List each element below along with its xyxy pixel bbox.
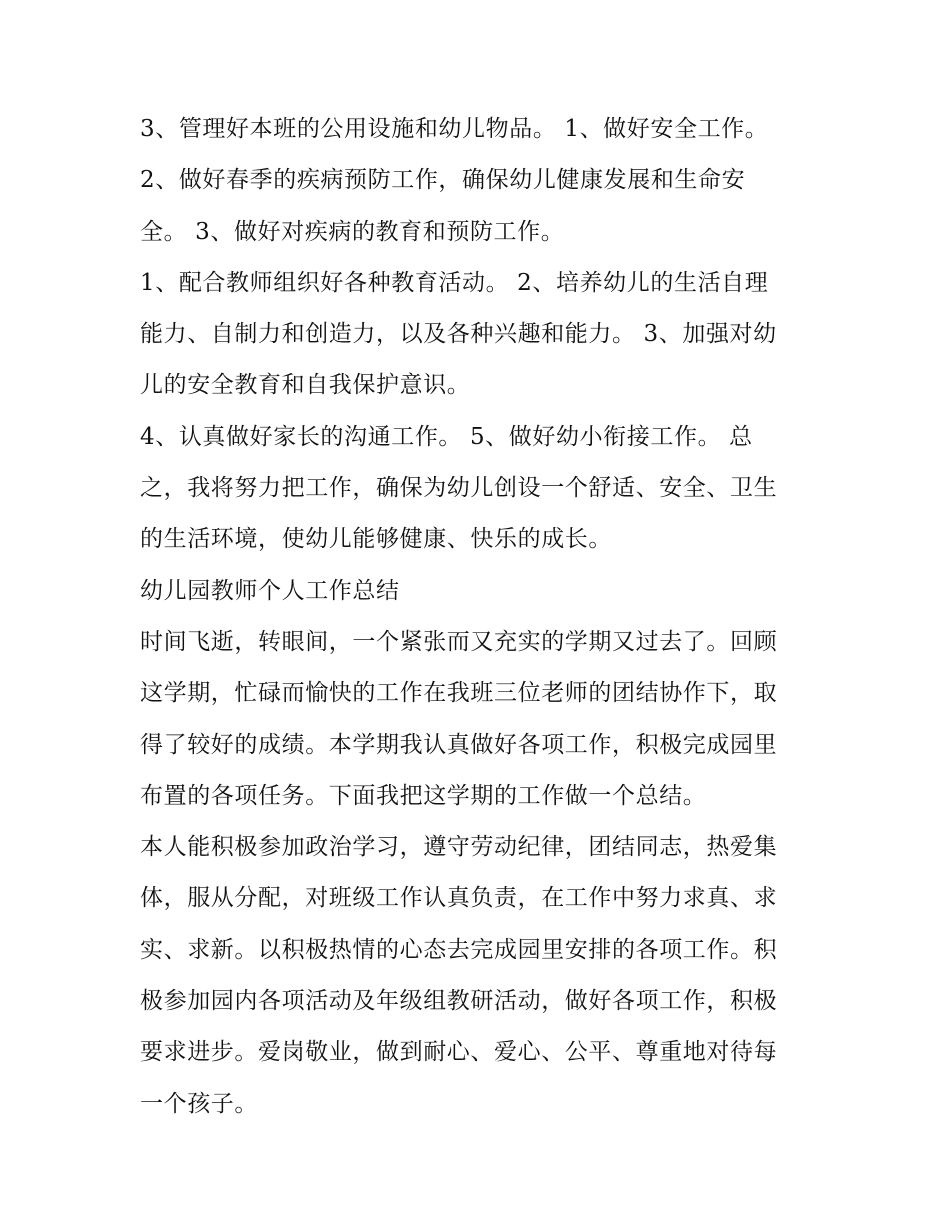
text-line: 能力、自制力和创造力，以及各种兴趣和能力。 3、加强对幼 xyxy=(140,321,777,348)
section-heading: 幼儿园教师个人工作总结 xyxy=(140,577,400,604)
text-line: 极参加园内各项活动及年级组教研活动，做好各项工作，积极 xyxy=(140,988,778,1015)
text-line: 本人能积极参加政治学习，遵守劳动纪律，团结同志，热爱集 xyxy=(140,834,778,861)
text-line: 要求进步。爱岗敬业，做到耐心、爱心、公平、尊重地对待每 xyxy=(140,1039,778,1066)
text-line: 4、认真做好家长的沟通工作。 5、做好幼小衔接工作。 总 xyxy=(140,423,753,450)
document-page xyxy=(140,104,815,1130)
text-line: 2、做好春季的疾病预防工作，确保幼儿健康发展和生命安 xyxy=(140,167,746,194)
text-line: 1、配合教师组织好各种教育活动。 2、培养幼儿的生活自理 xyxy=(140,269,769,296)
text-line: 这学期，忙碌而愉快的工作在我班三位老师的团结协作下，取 xyxy=(140,680,778,707)
text-line: 体，服从分配，对班级工作认真负责，在工作中努力求真、求 xyxy=(140,885,778,912)
text-line: 一个孩子。 xyxy=(140,1090,258,1117)
text-line: 之，我将努力把工作，确保为幼儿创设一个舒适、安全、卫生 xyxy=(140,475,778,502)
text-line: 得了较好的成绩。本学期我认真做好各项工作，积极完成园里 xyxy=(140,731,778,758)
text-line: 时间飞逝，转眼间，一个紧张而又充实的学期又过去了。回顾 xyxy=(140,628,778,655)
text-line: 的生活环境，使幼儿能够健康、快乐的成长。 xyxy=(140,526,612,553)
text-line: 3、管理好本班的公用设施和幼儿物品。 1、做好安全工作。 xyxy=(140,116,769,142)
text-line: 全。 3、做好对疾病的教育和预防工作。 xyxy=(140,218,565,245)
text-line: 实、求新。以积极热情的心态去完成园里安排的各项工作。积 xyxy=(140,936,778,963)
text-line: 布置的各项任务。下面我把这学期的工作做一个总结。 xyxy=(140,782,707,809)
text-line: 儿的安全教育和自我保护意识。 xyxy=(140,372,471,399)
